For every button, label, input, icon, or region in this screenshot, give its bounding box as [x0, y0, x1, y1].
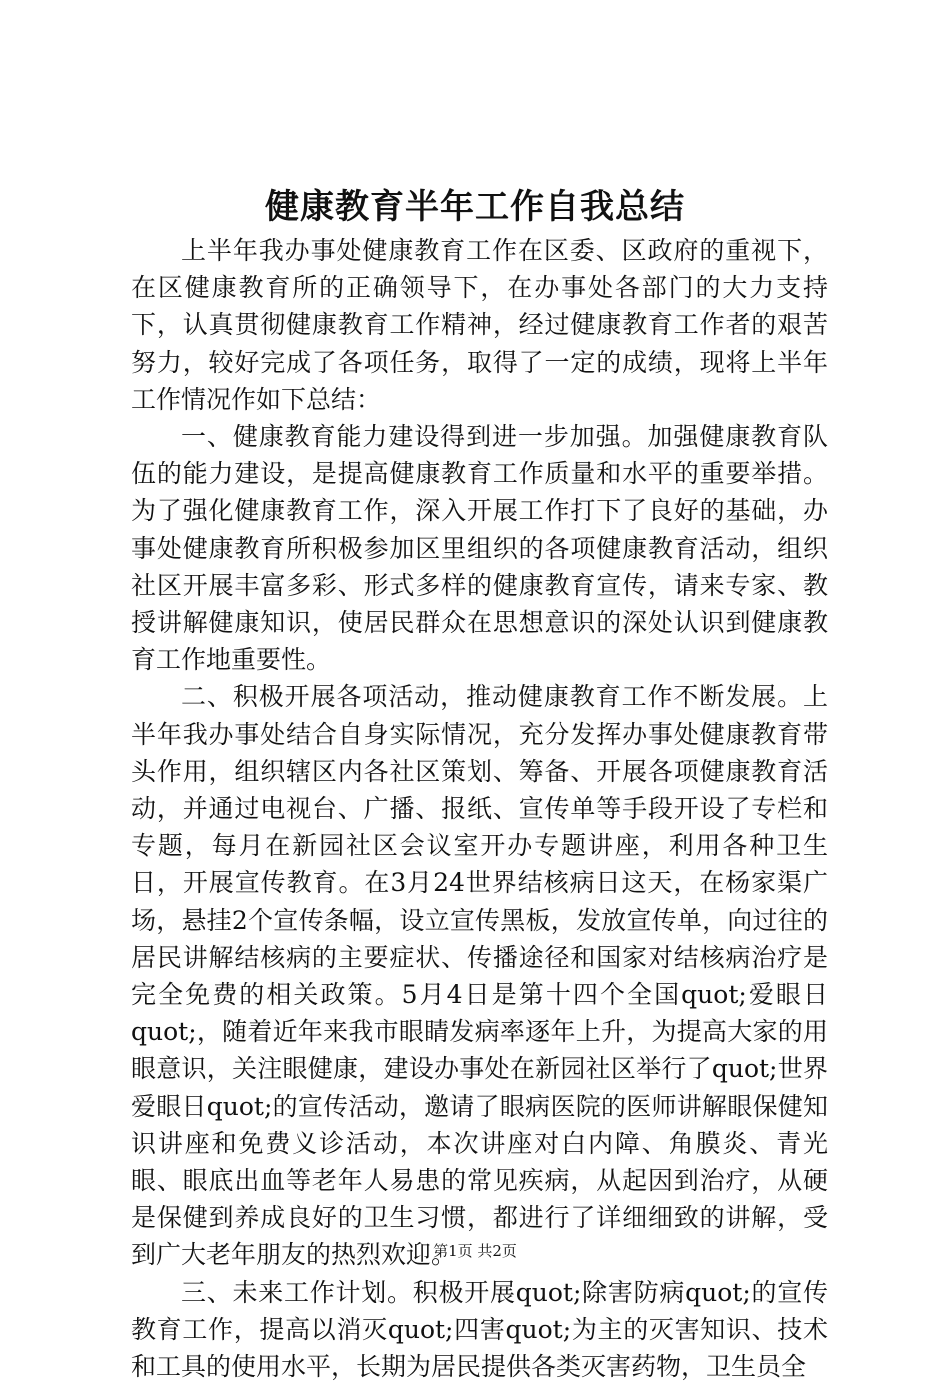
document-title: 健康教育半年工作自我总结 [265, 187, 685, 227]
paragraph-section-2: 二、积极开展各项活动，推动健康教育工作不断发展。上半年我办事处结合自身实际情况，充分发挥办事处健康教育带头作用，组织辖区内各社区策划、筹备、开展各项健康教育活动，并通过电视台、广播、报纸、宣传单等手段开设了专栏和专题，每月在新园社区会议室开办专题讲座，利用各种卫生日，开展宣传教育。在3月24世界结核病日这天，在杨家渠广场，悬挂2个宣传条幅，设立宣传黑板，发放宣传单，向过往的居民讲解结核病的主要症状、传播途径和国家对结核病治疗是完全免费的相关政策。5月4日是第十四个全国quot;爱眼日quot;，随着近年来我市眼睛发病率逐年上升，为提高大家的用眼意识，关注眼健康，建设办事处在新园社区举行了quot;世界爱眼日quot;的宣传活动，邀请了眼病医院的医师讲解眼保健知识讲座和免费义诊活动，本次讲座对白内障、角膜炎、青光眼、眼底出血等老年人易患的常见疾病，从起因到治疗，从硬是保健到养成良好的卫生习惯，都进行了详细细致的讲解，受到广大老年朋友的热烈欢迎。 [131, 682, 828, 1270]
paragraph-section-3: 三、未来工作计划。积极开展quot;除害防病quot;的宣传教育工作，提高以消灭quot;四害quot;为主的灭害知识、技术和工具的使用水平，长期为居民提供各类灭害药物，卫生员全 [131, 1277, 828, 1382]
page-number-footer: 第1页 共2页 [433, 1242, 517, 1260]
paragraph-intro: 上半年我办事处健康教育工作在区委、区政府的重视下，在区健康教育所的正确领导下，在办事处各部门的大力支持下，认真贯彻健康教育工作精神，经过健康教育工作者的艰苦努力，较好完成了各项任务，取得了一定的成绩，现将上半年工作情况作如下总结： [131, 236, 828, 414]
paragraph-section-1: 一、健康教育能力建设得到进一步加强。加强健康教育队伍的能力建设，是提高健康教育工作质量和水平的重要举措。为了强化健康教育工作，深入开展工作打下了良好的基础，办事处健康教育所积极参加区里组织的各项健康教育活动，组织社区开展丰富多彩、形式多样的健康教育宣传，请来专家、教授讲解健康知识，使居民群众在思想意识的深处认识到健康教育工作地重要性。 [131, 422, 828, 675]
document-body [131, 232, 828, 1385]
